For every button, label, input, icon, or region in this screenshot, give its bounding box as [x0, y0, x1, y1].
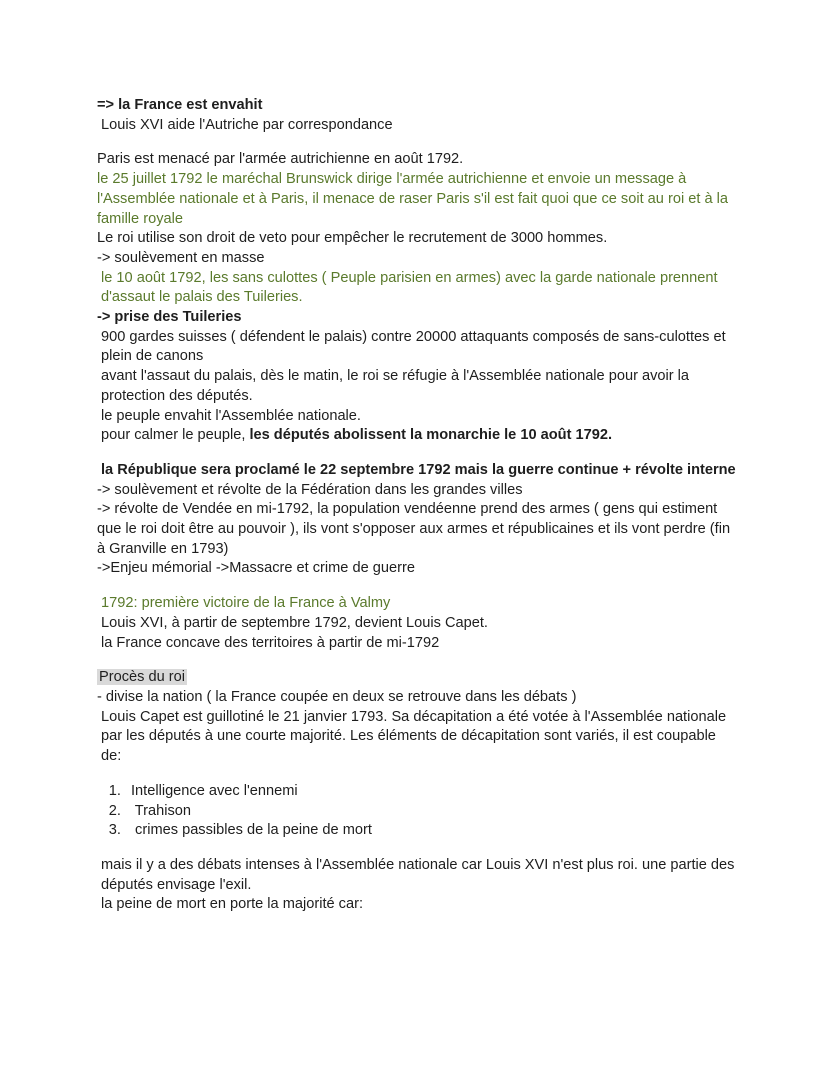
list-item: 2. Trahison — [125, 802, 737, 822]
paragraph: -> soulèvement en masse — [97, 249, 265, 266]
highlighted-heading-proces: Procès du roi — [99, 669, 185, 686]
paragraph: Louis XVI, à partir de septembre 1792, devient Louis Capet. — [101, 614, 488, 631]
list-item: 1. Intelligence avec l'ennemi — [125, 782, 737, 802]
paragraph: le peuple envahit l'Assemblée nationale. — [101, 407, 361, 424]
paragraph: Paris est menacé par l'armée autrichienne en août 1792. — [97, 151, 464, 168]
paragraph: -> révolte de Vendée en mi-1792, la population vendéenne prend des armes ( gens qui estiment que le roi doit être au pouvoir ), ils vont s'opposer aux armes et républicaines et ils vont perdre (fin à Granville en 1793) — [97, 501, 731, 557]
spacer — [97, 135, 737, 150]
bold-text: les députés abolissent la monarchie le 10 août 1792. — [249, 427, 613, 444]
heading-prise-tuileries: -> prise des Tuileries — [97, 309, 242, 326]
spacer — [97, 653, 737, 668]
paragraph: -> soulèvement et révolte de la Fédération dans les grandes villes — [97, 481, 523, 498]
spacer — [97, 767, 737, 782]
paragraph — [97, 426, 737, 446]
paragraph: - divise la nation ( la France coupée en deux se retrouve dans les débats ) — [97, 688, 577, 705]
spacer — [97, 446, 737, 461]
spacer — [97, 841, 737, 856]
document-body — [97, 96, 737, 915]
paragraph: 900 gardes suisses ( défendent le palais) contre 20000 attaquants composés de sans-culottes et plein de canons — [101, 328, 726, 365]
list-item: 3. crimes passibles de la peine de mort — [125, 821, 737, 841]
heading-republique: la République sera proclamé le 22 septembre 1792 mais la guerre continue + révolte interne — [101, 461, 736, 478]
paragraph — [97, 668, 737, 688]
heading-france-envahie: => la France est envahit — [97, 97, 263, 113]
spacer — [97, 579, 737, 594]
paragraph-green: le 10 août 1792, les sans culottes ( Peuple parisien en armes) avec la garde nationale prennent d'assaut le palais des Tuileries. — [101, 269, 718, 306]
paragraph: ->Enjeu mémorial ->Massacre et crime de guerre — [97, 560, 415, 577]
text: pour calmer le peuple, — [101, 427, 250, 444]
paragraph-green: le 25 juillet 1792 le maréchal Brunswick dirige l'armée autrichienne et envoie un message à l'Assemblée nationale et à Paris, il menace de raser Paris s'il est fait quoi que ce soit au roi et à la famille royale — [97, 171, 728, 227]
paragraph: la peine de mort en porte la majorité car: — [101, 896, 364, 913]
paragraph: Le roi utilise son droit de veto pour empêcher le recrutement de 3000 hommes. — [97, 230, 608, 247]
paragraph: Louis XVI aide l'Autriche par correspondance — [101, 116, 393, 133]
paragraph-green: 1792: première victoire de la France à Valmy — [101, 595, 391, 612]
paragraph: mais il y a des débats intenses à l'Assemblée nationale car Louis XVI n'est plus roi. une partie des députés envisage l'exil. — [101, 856, 735, 893]
paragraph: la France concave des territoires à partir de mi-1792 — [101, 634, 440, 651]
paragraph: Louis Capet est guillotiné le 21 janvier 1793. Sa décapitation a été votée à l'Assemblée nationale par les députés à une courte majorité. Les éléments de décapitation sont variés, il est coupable de: — [101, 708, 727, 765]
paragraph: avant l'assaut du palais, dès le matin, le roi se réfugie à l'Assemblée nationale pour avoir la protection des députés. — [101, 368, 690, 404]
numbered-list — [97, 782, 737, 841]
